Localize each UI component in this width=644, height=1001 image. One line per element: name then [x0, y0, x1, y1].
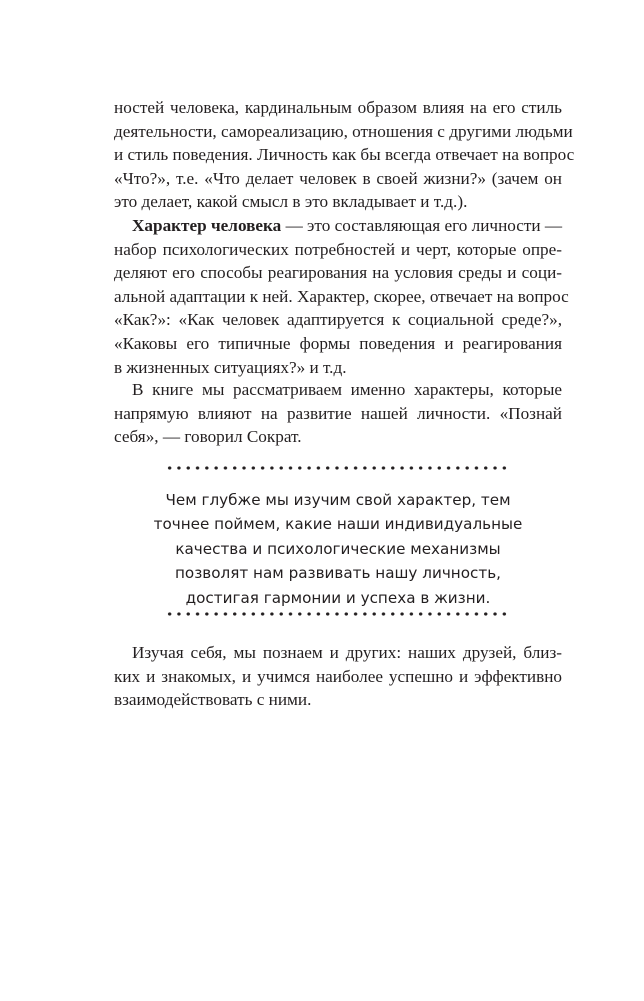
paragraph-personality	[114, 96, 575, 214]
quote-line: качества и психологические механизмы	[175, 539, 501, 558]
quote-line: точнее поймем, какие наши индивидуальные	[153, 515, 523, 534]
text-line: в жизненных ситуациях?» и т.д.	[114, 357, 347, 377]
text-line: ких и знакомых, и учимся наиболее успешно и эффективно	[114, 666, 562, 686]
text-line: деляют его способы реагирования на условия среды и соци-	[114, 263, 562, 283]
text-line: «Каковы его типичные формы поведения и реагирования	[114, 333, 562, 353]
text-line	[114, 214, 562, 238]
text-line: «Как?»: «Как человек адаптируется к социальной среде?»,	[114, 310, 562, 330]
quote-line: достигая гармонии и успеха в жизни.	[185, 588, 491, 607]
paragraph-book-focus	[114, 378, 562, 449]
paragraph-character-definition	[114, 214, 569, 379]
text-line: набор психологических потребностей и черт, которые опре-	[114, 239, 562, 259]
text-line: альной адаптации к ней. Характер, скорее, отвечает на вопрос	[114, 286, 569, 306]
quote-line: позволят нам развивать нашу личность,	[174, 564, 501, 583]
text-line: себя», — говорил Сократ.	[114, 427, 302, 447]
quote-line: Чем глубже мы изучим свой характер, тем	[165, 491, 511, 509]
dotted-divider-bottom	[165, 611, 510, 617]
paragraph-self-study	[114, 641, 562, 712]
text-line: взаимодействовать с ними.	[114, 690, 312, 710]
term-bold: Характер человека	[132, 216, 282, 235]
highlight-quote	[140, 488, 536, 610]
term-definition: — это составляющая его личности —	[281, 216, 563, 235]
text-line: ностей человека, кардинальным образом влияя на его стиль	[114, 98, 562, 117]
text-line: это делает, какой смысл в это вкладывает и т.д.).	[114, 192, 468, 212]
text-line: В книге мы рассматриваем именно характеры, которые	[132, 380, 562, 399]
text-line: и стиль поведения. Личность как бы всегда отвечает на вопрос	[114, 145, 575, 165]
text-line: напрямую влияют на развитие нашей личности. «Познай	[114, 403, 562, 423]
text-line: Изучая себя, мы познаем и других: наших друзей, близ-	[132, 643, 562, 662]
text-line: деятельности, самореализацию, отношения с другими людьми	[114, 121, 573, 141]
text-line: «Что?», т.е. «Что делает человек в своей жизни?» (зачем он	[114, 168, 562, 188]
dotted-divider-top	[165, 465, 510, 471]
